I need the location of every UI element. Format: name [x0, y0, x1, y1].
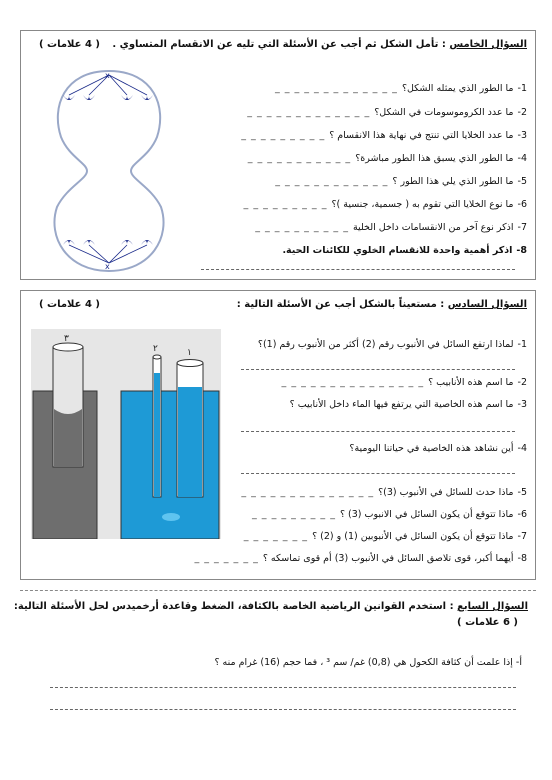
q6-item-4: 4- أين نشاهد هذه الخاصية في حياتنا اليومية؟ — [349, 443, 527, 454]
q6-item-1: 1- لماذا ارتفع السائل في الأنبوب رقم (2) أكثر من الأنبوب رقم (1)؟ — [257, 339, 527, 350]
tube-3-label: ٣ — [64, 334, 69, 344]
answer-line — [241, 369, 515, 370]
q6-item-3: 3- ما اسم هذه الخاصية التي يرتفع فيها الماء داخل الأنابيب ؟ — [289, 399, 527, 410]
capillary-tubes-diagram — [31, 329, 221, 539]
q5-item-3: 3- ما عدد الخلايا التي تنتج في نهاية هذا الانقسام ؟ _ _ _ _ _ _ _ _ _ — [241, 130, 527, 141]
question-7-label: السؤال السابع — [457, 601, 528, 612]
q6-item-5: 5- ماذا حدث للسائل في الأنبوب (3)؟ _ _ _ _ _ _ _ _ _ _ _ _ _ _ — [241, 487, 527, 498]
question-6-header — [27, 299, 527, 319]
mitosis-anaphase-diagram — [39, 67, 179, 275]
question-5-instruction: : تأمل الشكل ثم أجب عن الأسئلة التي تليه عن الانقسام المتساوي . — [112, 39, 450, 50]
q7-item-a: أ- إذا علمت أن كثافة الكحول هي (0,8) غم/ سم ³ ، فما حجم (16) غرام منه ؟ — [214, 657, 522, 668]
question-7-marks: ( 6 علامات ) — [457, 617, 518, 628]
answer-line — [50, 687, 516, 688]
answer-line — [50, 709, 516, 710]
question-7-instruction: : استخدم القوانين الرياضية الخاصة بالكثافة، الضغط وقاعدة أرخميدس لحل الأسئلة التالية: — [13, 601, 458, 612]
q6-item-6: 6- ماذا تتوقع أن يكون السائل في الانبوب (3) ؟ _ _ _ _ _ _ _ _ _ — [252, 509, 527, 520]
q5-item-5: 5- ما الطور الذي يلي هذا الطور ؟ _ _ _ _ _ _ _ _ _ _ _ _ — [275, 176, 527, 187]
question-6-title — [237, 299, 527, 310]
question-7-marks-row — [26, 617, 528, 637]
answer-line — [241, 431, 515, 432]
question-7-title — [14, 601, 528, 612]
q6-item-8: 8- أيهما أكبر، قوى تلاصق السائل في الأنبوب (3) أم قوى تماسكه ؟ _ _ _ _ _ _ _ — [194, 553, 527, 564]
q6-item-7: 7- ماذا تتوقع أن يكون السائل في الأنبوبين (1) و (2) ؟ _ _ _ _ _ _ _ — [243, 531, 527, 542]
tube-1-label: ١ — [187, 348, 192, 358]
question-6-label: السؤال السادس — [447, 299, 527, 310]
tube-2-label: ٢ — [153, 344, 158, 354]
answer-line — [201, 269, 515, 270]
answer-line — [241, 473, 515, 474]
q5-item-8: 8- اذكر أهمية واحدة للانقسام الخلوي للكائنات الحية. — [282, 245, 527, 256]
svg-text:x: x — [105, 262, 110, 271]
question-6-instruction: : مستعيناً بالشكل أجب عن الأسئلة التالية : — [236, 299, 448, 310]
q5-item-4: 4- ما الطور الذي يسبق هذا الطور مباشرة؟ _ _ _ _ _ _ _ _ _ _ _ — [247, 153, 527, 164]
q5-item-1: 1- ما الطور الذي يمثله الشكل؟ _ _ _ _ _ _ _ _ _ _ _ _ _ — [274, 83, 527, 94]
question-6-marks: ( 4 علامات ) — [39, 299, 100, 310]
question-5-title — [112, 39, 527, 50]
q5-item-7: 7- اذكر نوع آخر من الانقسامات داخل الخلية _ _ _ _ _ _ _ _ _ _ — [255, 222, 527, 233]
svg-text:x: x — [105, 71, 110, 80]
question-5-marks: ( 4 علامات ) — [39, 39, 100, 50]
q5-item-6: 6- ما نوع الخلايا التي تقوم به ( جسمية، جنسية )؟ _ _ _ _ _ _ _ _ _ — [243, 199, 527, 210]
q5-item-2: 2- ما عدد الكروموسومات في الشكل؟ _ _ _ _ _ _ _ _ _ _ _ _ _ — [247, 107, 527, 118]
question-5-box — [20, 30, 536, 280]
q6-item-2: 2- ما اسم هذه الأنابيب ؟ _ _ _ _ _ _ _ _ _ _ _ _ _ _ _ — [281, 377, 527, 388]
question-7-box — [13, 590, 536, 730]
question-5-header — [27, 39, 527, 59]
question-6-box — [20, 290, 536, 580]
question-5-label: السؤال الخامس — [449, 39, 527, 50]
